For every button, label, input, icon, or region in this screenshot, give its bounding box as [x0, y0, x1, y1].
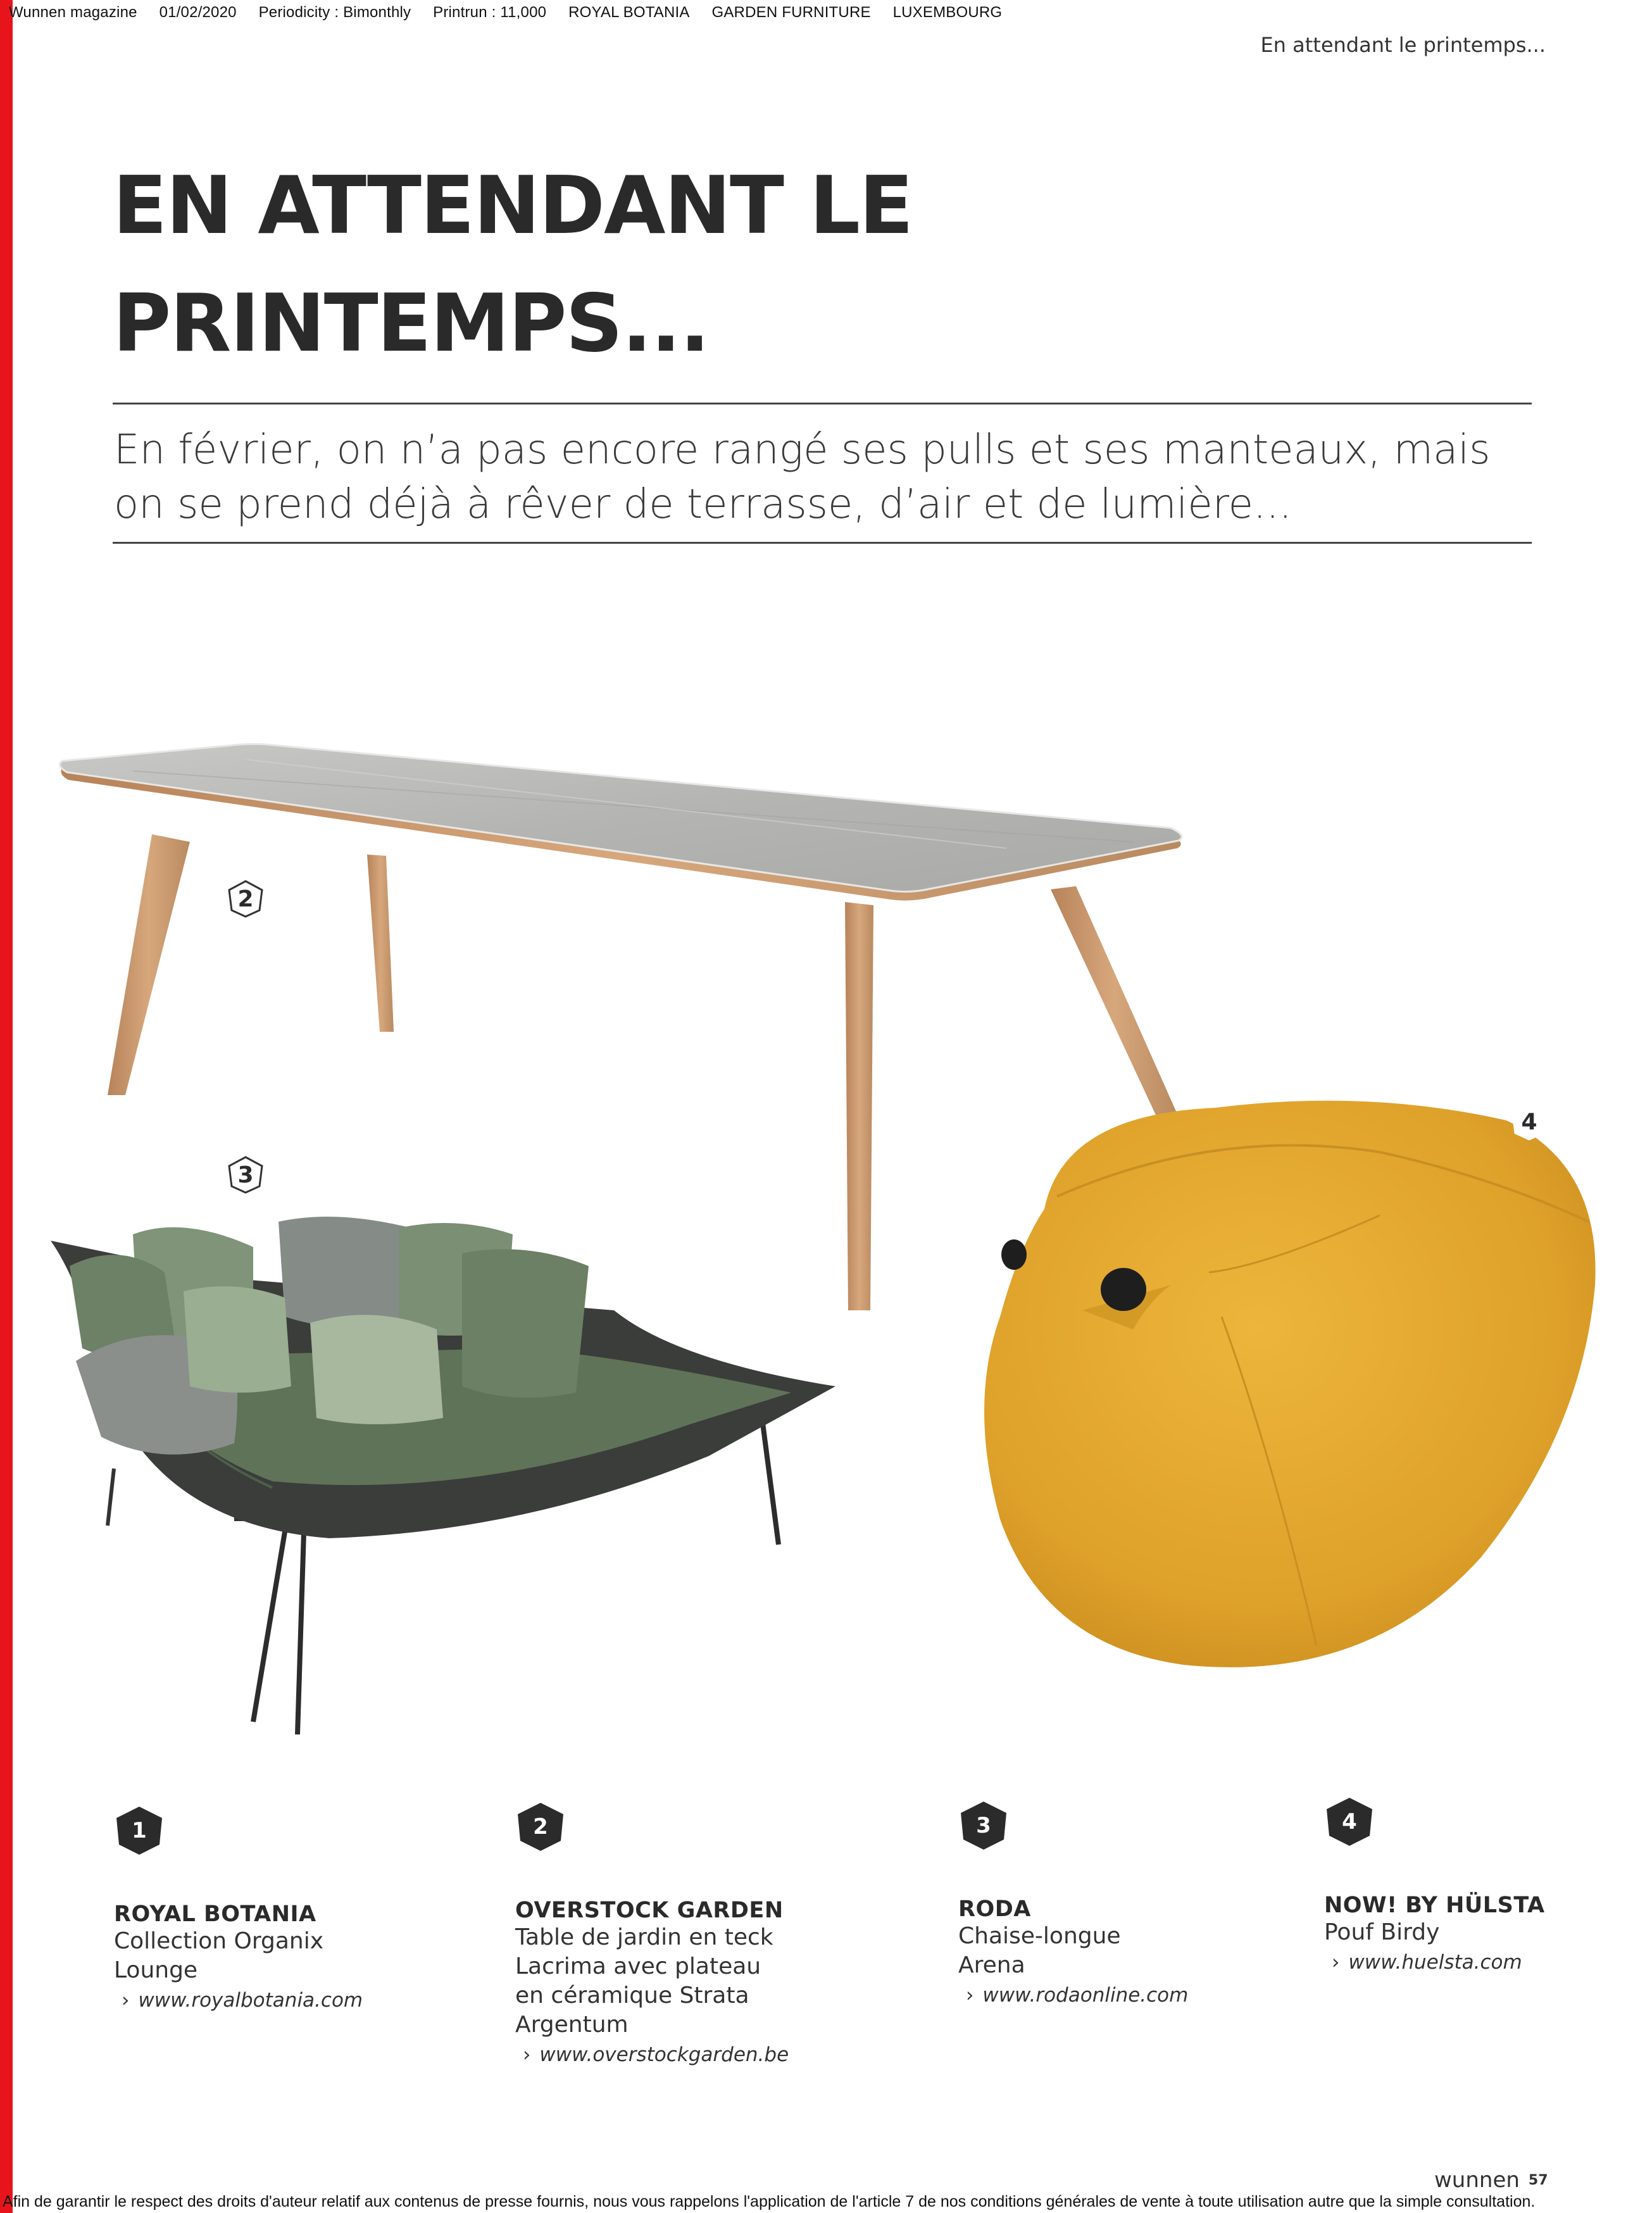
red-margin-bar [0, 0, 13, 2213]
callout-lounge-number: 3 [237, 1162, 254, 1188]
website-link[interactable] [515, 2043, 794, 2066]
url-arrow-icon: › [966, 1984, 974, 2007]
number-badge [1324, 1796, 1375, 1847]
arena-lounge-photo [44, 1203, 854, 1747]
product-desc-line: Pouf Birdy [1324, 1919, 1440, 1945]
product-desc-line: Argentum [515, 2012, 629, 2038]
client-name: ROYAL BOTANIA [568, 4, 690, 21]
printrun: Printrun : 11,000 [433, 4, 547, 21]
callout-pouf-number: 4 [1521, 1108, 1537, 1135]
credit-item-3 [958, 1800, 1237, 2007]
url-arrow-icon: › [523, 2043, 531, 2066]
website-url[interactable]: www.huelsta.com [1348, 1951, 1522, 1974]
product-desc-line: Collection Organix [114, 1928, 324, 1954]
callout-lounge [227, 1156, 265, 1194]
folio-magazine: wunnen [1434, 2167, 1520, 2193]
page-number: 57 [1528, 2172, 1548, 2188]
website-url[interactable]: www.royalbotania.com [138, 1989, 363, 2012]
credit-item-1 [114, 1805, 392, 2012]
sector: GARDEN FURNITURE [711, 4, 871, 21]
product-desc-line: Arena [958, 1952, 1025, 1978]
url-arrow-icon: › [122, 1989, 130, 2012]
website-url[interactable]: www.overstockgarden.be [539, 2043, 789, 2066]
website-link[interactable] [958, 1984, 1237, 2007]
number-badge [515, 1802, 566, 1852]
callout-pouf [1510, 1103, 1548, 1141]
brand-name: NOW! BY HÜLSTA [1324, 1893, 1545, 1918]
publication-name: Wunnen magazine [9, 4, 137, 21]
running-head: En attendant le printemps... [1260, 33, 1546, 57]
url-arrow-icon: › [1332, 1951, 1340, 1974]
title-line-1: EN ATTENDANT LE [113, 159, 913, 252]
title-line-2: PRINTEMPS... [113, 277, 709, 370]
number-badge [958, 1800, 1009, 1851]
birdy-pouf-photo [975, 1076, 1608, 1696]
brand-name: OVERSTOCK GARDEN [515, 1898, 784, 1923]
bottom-rule [113, 542, 1532, 544]
badge-number: 3 [976, 1813, 991, 1838]
product-desc-line: Table de jardin en teck [515, 1924, 773, 1950]
brand-name: RODA [958, 1896, 1031, 1922]
article-title [113, 147, 1189, 382]
product-desc-line: en céramique Strata [515, 1983, 749, 2009]
country: LUXEMBOURG [892, 4, 1003, 21]
credit-item-2 [515, 1802, 794, 2066]
badge-number: 4 [1342, 1809, 1357, 1834]
product-desc-line: Lacrima avec plateau [515, 1953, 761, 1979]
callout-table-number: 2 [237, 886, 254, 912]
press-header [9, 4, 1020, 22]
credit-item-4 [1324, 1796, 1603, 1974]
website-link[interactable] [1324, 1951, 1603, 1974]
brand-name: ROYAL BOTANIA [114, 1902, 316, 1927]
page-folio [1434, 2167, 1548, 2193]
website-url[interactable]: www.rodaonline.com [982, 1984, 1189, 2007]
top-rule [113, 403, 1532, 404]
lead-paragraph: En février, on n’a pas encore rangé ses pulls et ses manteaux, mais on se prend déjà à rêver de terrasse, d’air et de lumière... [114, 427, 1491, 528]
callout-table [227, 880, 265, 918]
badge-number: 1 [132, 1818, 147, 1843]
website-link[interactable] [114, 1989, 392, 2012]
product-desc-line: Lounge [114, 1957, 198, 1983]
publication-date: 01/02/2020 [159, 4, 237, 21]
product-desc-line: Chaise-longue [958, 1923, 1121, 1949]
number-badge [114, 1805, 165, 1856]
periodicity: Periodicity : Bimonthly [258, 4, 411, 21]
badge-number: 2 [533, 1814, 548, 1840]
legal-notice: Afin de garantir le respect des droits d'auteur relatif aux contenus de presse fournis, nous vous rappelons l'application de l'article 7 de nos conditions générales de vente à toute utilisation autre que la simple consultation. [3, 2193, 1536, 2210]
